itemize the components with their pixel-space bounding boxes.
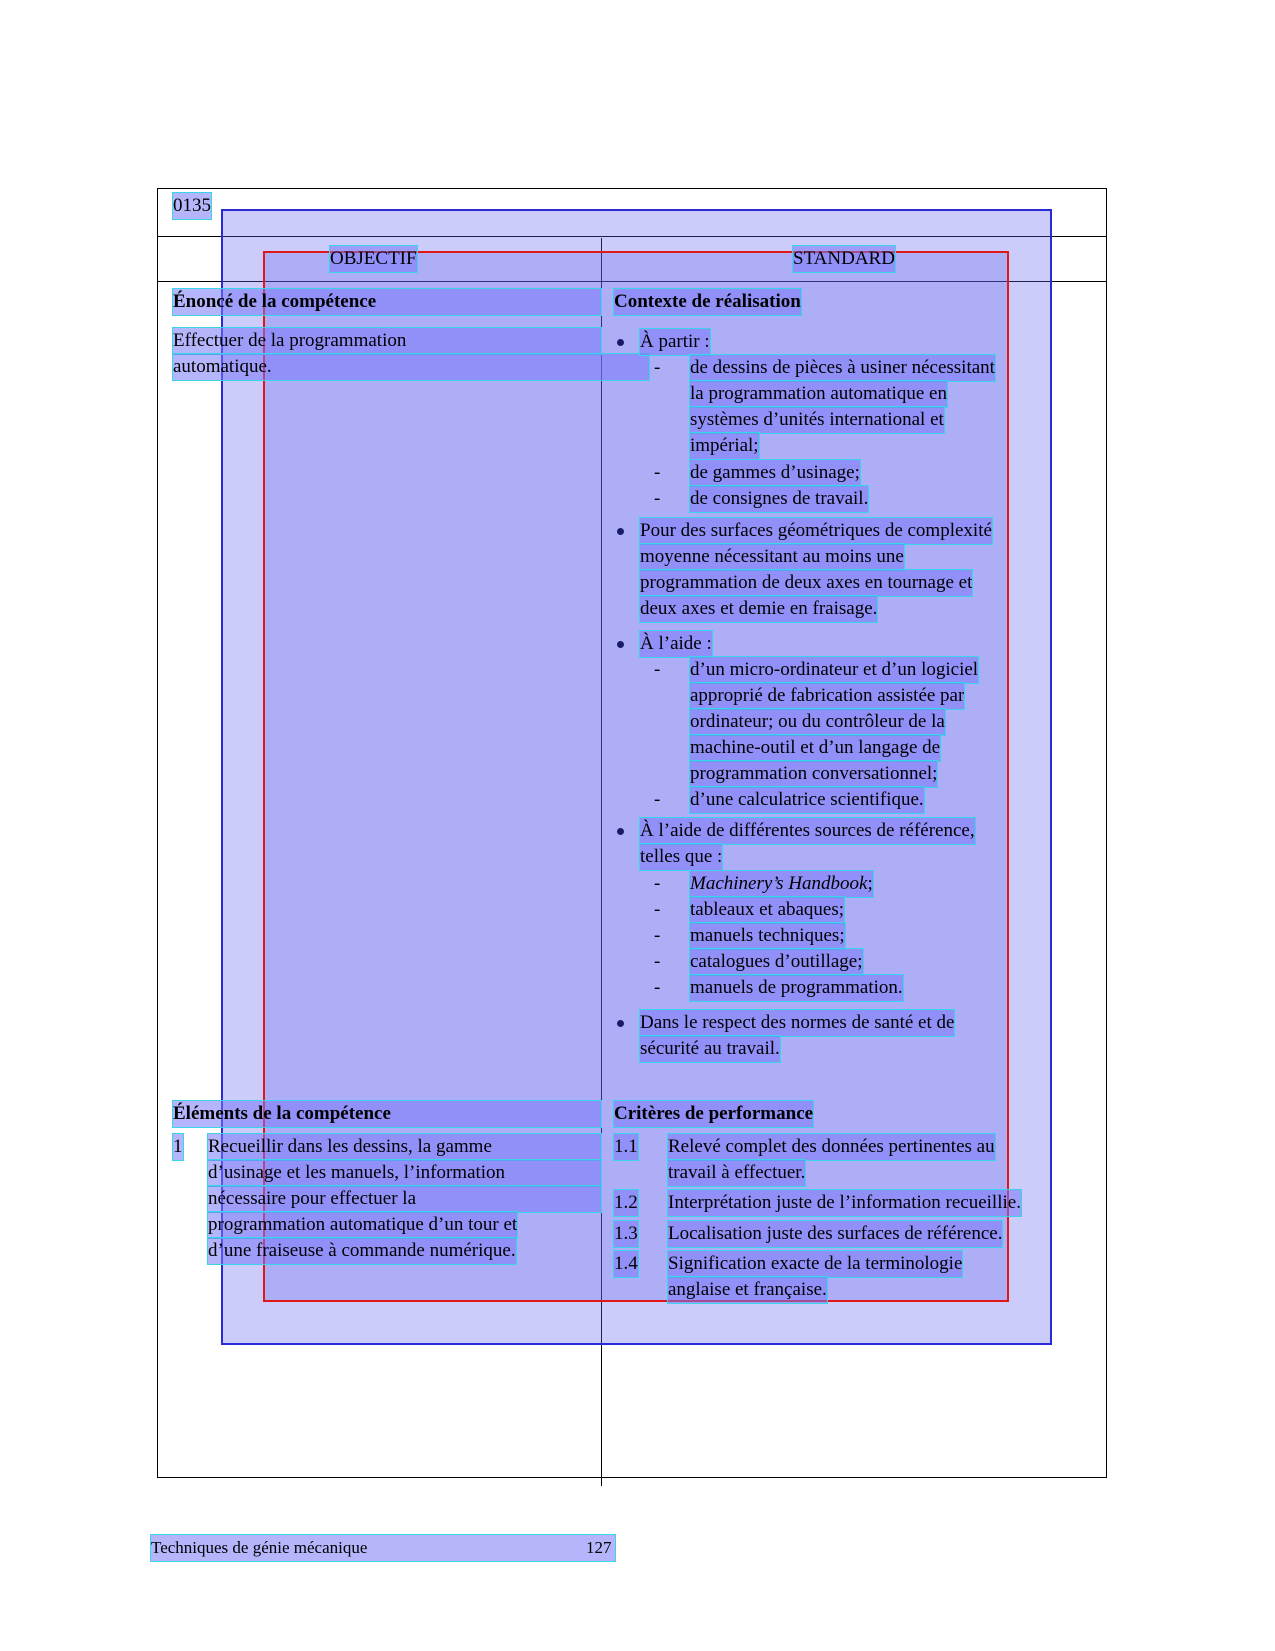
enonce-title: Énoncé de la compétence	[173, 289, 601, 315]
contexte-b4-sub5: manuels de programmation.	[690, 975, 903, 1001]
contexte-b2-line1: Pour des surfaces géométriques de complexité	[640, 518, 992, 544]
contexte-b2-line3: programmation de deux axes en tournage et	[640, 570, 972, 596]
contexte-bullet-3: À l’aide :	[640, 631, 712, 657]
enonce-line-2: automatique.	[173, 354, 649, 380]
dash-marker: -	[654, 899, 661, 920]
handbook-title: Machinery’s Handbook	[690, 873, 868, 894]
critere-number: 1.4	[614, 1251, 638, 1277]
contexte-b4-line1: À l’aide de différentes sources de référence,	[640, 818, 975, 844]
dash-marker: -	[654, 925, 661, 946]
contexte-b3-sub1-line2: approprié de fabrication assistée par	[690, 683, 964, 709]
critere-1-4-line2: anglaise et française.	[668, 1277, 827, 1303]
contexte-b2-line4: deux axes et demie en fraisage.	[640, 596, 877, 622]
contexte-b3-sub1-line5: programmation conversationnel;	[690, 761, 937, 787]
contexte-b3-sub2: d’une calculatrice scientifique.	[690, 787, 924, 813]
contexte-b5-line2: sécurité au travail.	[640, 1036, 780, 1062]
bullet-dot	[617, 339, 624, 346]
element-line-1: Recueillir dans les dessins, la gamme	[208, 1134, 601, 1160]
contexte-b4-sub1	[690, 871, 873, 897]
handbook-punct: ;	[867, 873, 873, 894]
header-bottom-rule	[157, 281, 1107, 282]
contexte-b4-sub4: catalogues d’outillage;	[690, 949, 863, 975]
footer-page-number: 127	[586, 1538, 612, 1557]
critere-number: 1.2	[614, 1190, 638, 1216]
dash-marker: -	[654, 488, 661, 509]
criteres-title: Critères de performance	[614, 1101, 813, 1127]
column-divider	[601, 238, 602, 1486]
critere-number: 1.3	[614, 1221, 638, 1247]
dash-marker: -	[654, 873, 661, 894]
contexte-b1-sub1-line3: systèmes d’unités international et	[690, 407, 944, 433]
column-header-standard: STANDARD	[793, 246, 895, 272]
contexte-b1-sub1-line1: de dessins de pièces à usiner nécessitant	[690, 355, 995, 381]
column-header-objectif: OBJECTIF	[330, 246, 417, 272]
elements-title: Éléments de la compétence	[173, 1101, 601, 1127]
contexte-b4-line2: telles que :	[640, 844, 722, 870]
enonce-line-1: Effectuer de la programmation	[173, 328, 601, 354]
contexte-b3-sub1-line3: ordinateur; ou du contrôleur de la	[690, 709, 945, 735]
contexte-title: Contexte de réalisation	[614, 289, 801, 315]
contexte-b1-sub3: de consignes de travail.	[690, 486, 868, 512]
dash-marker: -	[654, 357, 661, 378]
bullet-dot	[617, 641, 624, 648]
contexte-b1-sub1-line4: impérial;	[690, 433, 759, 459]
element-line-5: d’une fraiseuse à commande numérique.	[208, 1238, 516, 1264]
critere-number: 1.1	[614, 1134, 638, 1160]
critere-1-1-line1: Relevé complet des données pertinentes au	[668, 1134, 995, 1160]
element-number: 1	[173, 1134, 183, 1160]
element-line-4: programmation automatique d’un tour et	[208, 1212, 517, 1238]
contexte-b3-sub1-line1: d’un micro-ordinateur et d’un logiciel	[690, 657, 978, 683]
critere-1-4-line1: Signification exacte de la terminologie	[668, 1251, 962, 1277]
critere-1-1-line2: travail à effectuer.	[668, 1160, 805, 1186]
dash-marker: -	[654, 659, 661, 680]
critere-1-3-line1: Localisation juste des surfaces de référence.	[668, 1221, 1002, 1247]
contexte-b2-line2: moyenne nécessitant au moins une	[640, 544, 904, 570]
bullet-dot	[617, 828, 624, 835]
header-top-rule	[157, 236, 1107, 237]
contexte-bullet-1: À partir :	[640, 329, 710, 355]
dash-marker: -	[654, 951, 661, 972]
contexte-b5-line1: Dans le respect des normes de santé et de	[640, 1010, 954, 1036]
dash-marker: -	[654, 977, 661, 998]
competence-code: 0135	[173, 193, 211, 219]
bullet-dot	[617, 528, 624, 535]
dash-marker: -	[654, 462, 661, 483]
contexte-b3-sub1-line4: machine-outil et d’un langage de	[690, 735, 940, 761]
element-line-2: d’usinage et les manuels, l’information	[208, 1160, 601, 1186]
contexte-b1-sub2: de gammes d’usinage;	[690, 460, 860, 486]
contexte-b4-sub2: tableaux et abaques;	[690, 897, 844, 923]
critere-1-2-line1: Interprétation juste de l’information recueillie.	[668, 1190, 1021, 1216]
element-line-3: nécessaire pour effectuer la	[208, 1186, 601, 1212]
contexte-b1-sub1-line2: la programmation automatique en	[690, 381, 947, 407]
contexte-b4-sub3: manuels techniques;	[690, 923, 845, 949]
dash-marker: -	[654, 789, 661, 810]
footer-title: Techniques de génie mécanique	[151, 1535, 615, 1561]
bullet-dot	[617, 1020, 624, 1027]
